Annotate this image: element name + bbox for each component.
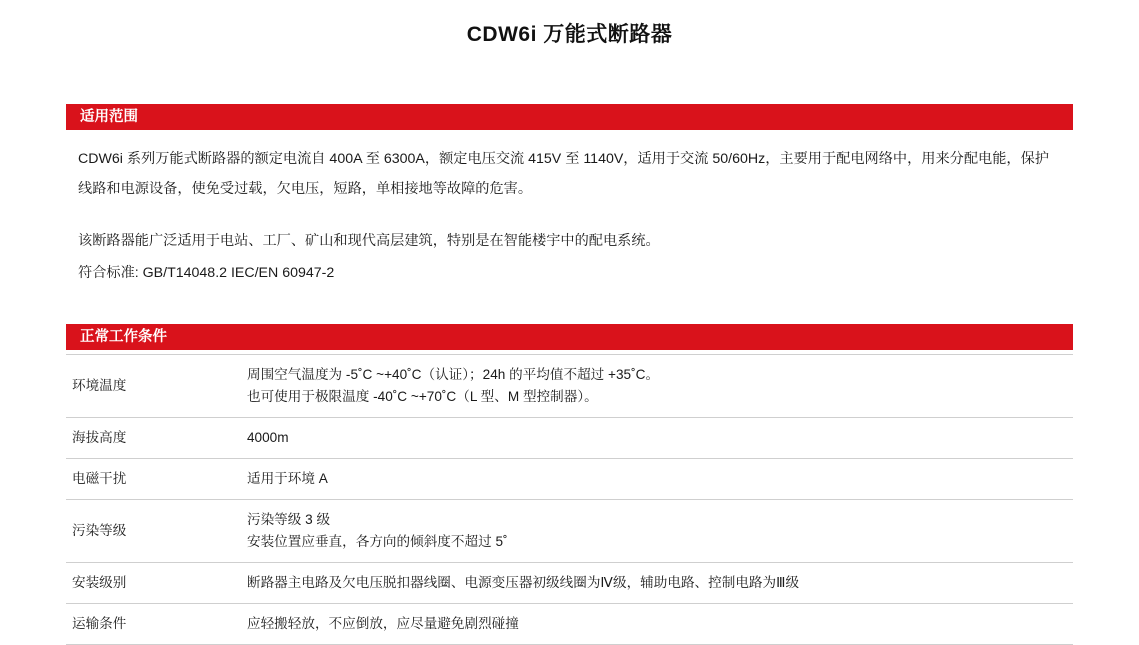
- table-row: [66, 355, 1073, 418]
- row-value: [241, 563, 1073, 604]
- row-value: [241, 355, 1073, 418]
- operating-conditions-table: [66, 354, 1073, 645]
- section-header-scope: 适用范围: [66, 104, 1073, 130]
- row-value-line: 污染等级 3 级: [247, 512, 331, 527]
- row-value-line: 4000m: [247, 430, 289, 445]
- table-row: [66, 418, 1073, 459]
- scope-body: [66, 130, 1073, 288]
- row-value: [241, 500, 1073, 563]
- row-label: 电磁干扰: [72, 471, 127, 486]
- row-value-line: 适用于环境 A: [247, 471, 328, 486]
- row-label: 污染等级: [72, 523, 127, 538]
- row-label: 安装级别: [72, 575, 127, 590]
- scope-paragraph-2: 该断路器能广泛适用于电站、工厂、矿山和现代高层建筑，特别是在智能楼宇中的配电系统。: [78, 233, 660, 249]
- row-value-line: 断路器主电路及欠电压脱扣器线圈、电源变压器初级线圈为Ⅳ级，辅助电路、控制电路为Ⅲ级: [247, 575, 800, 590]
- table-row: [66, 500, 1073, 563]
- row-value-line: 安装位置应垂直，各方向的倾斜度不超过 5˚: [247, 534, 508, 549]
- row-value: [241, 459, 1073, 500]
- row-label: 环境温度: [72, 378, 127, 393]
- table-row: [66, 459, 1073, 500]
- scope-standard: 符合标准: GB/T14048.2 IEC/EN 60947-2: [78, 265, 335, 281]
- row-value-line: 周围空气温度为 -5˚C ~+40˚C（认证）；24h 的平均值不超过 +35˚C。: [247, 367, 660, 382]
- section-header-operating-conditions: 正常工作条件: [66, 324, 1073, 350]
- row-label: 运输条件: [72, 616, 127, 631]
- row-value-line: 应轻搬轻放，不应倒放，应尽量避免剧烈碰撞: [247, 616, 519, 631]
- page-title: CDW6i 万能式断路器: [466, 23, 673, 46]
- table-row: [66, 604, 1073, 645]
- row-value: [241, 604, 1073, 645]
- row-value-line: 也可使用于极限温度 -40˚C ~+70˚C（L 型、M 型控制器）。: [247, 389, 598, 404]
- row-label: 海拔高度: [72, 430, 127, 445]
- row-value: [241, 418, 1073, 459]
- scope-paragraph-1: CDW6i 系列万能式断路器的额定电流自 400A 至 6300A，额定电压交流 415V 至 1140V，适用于交流 50/60Hz，主要用于配电网络中，用来分配电能，保护线路和电源设备，使免受过载，欠电压，短路，单相接地等故障的危害。: [78, 151, 1049, 197]
- table-row: [66, 563, 1073, 604]
- paragraph-spacer: [78, 204, 1061, 226]
